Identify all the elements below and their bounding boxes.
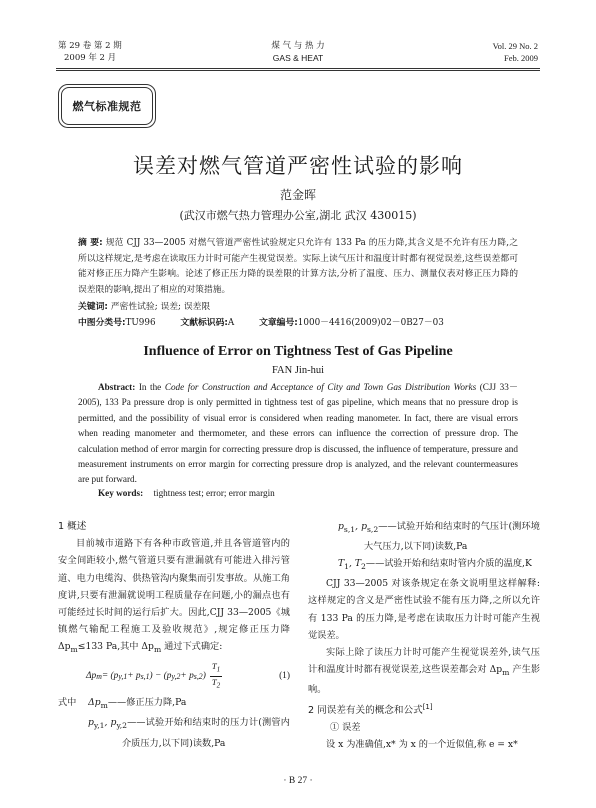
author-en: FAN Jin-hui — [271, 365, 325, 376]
abstract-en — [78, 380, 518, 488]
article-title-cn: 误差对燃气管道严密性试验的影响 — [133, 154, 463, 178]
abstract-cn — [78, 236, 518, 298]
symbol-definition-3: $p_{s,1}$, $p_{s,2}——$试验开始和结束时的气压计(测环境大气压力,以下同)读数,Pa — [338, 521, 540, 553]
journal-name-cn: 煤 气 与 热 力 — [271, 41, 325, 51]
badge-label: 燃气标准规范 — [72, 100, 142, 113]
equation-number: (1) — [279, 670, 290, 681]
section-1-heading: 1 概述 — [58, 521, 87, 532]
header-right — [493, 40, 538, 64]
paragraph-4: 设 x 为准确值,x* 为 x 的一个近似值,称 e = x* — [326, 739, 518, 751]
keywords-label-cn: 关键词: — [78, 302, 108, 312]
journal-name-en: GAS & HEAT — [272, 53, 324, 63]
equation-fraction: $\frac{T_1}{T_2}$ — [211, 661, 221, 690]
date-en: Feb. 2009 — [504, 53, 538, 63]
citation-ref-1[interactable]: [1] — [422, 702, 433, 711]
abstract-en-pre: In the — [138, 382, 162, 392]
equation-1: Δp m = (p y,1 + p s,1 ) − (p y,2 + p s,2 ) $\frac{T_1}{T_2}$ (1) — [86, 661, 290, 690]
abstract-text-cn: 规范 CJJ 33—2005 对燃气管道严密性试验规定只允许有 133 Pa 的压力降,其含义是不允许有压力降,之所以这样规定,是考虑在读取压力计时可能产生视觉误差。实际上读气压计和温度计时都有视觉误差,这些误差都可能对修正压力降产生影响。论述了修正压力降的误差限的计算方法,分析了温度、压力、测量仪表对修正压力降的误差限的影响,提出了相应的对策措施。 — [78, 238, 519, 295]
abstract-label-en: Abstract: — [98, 382, 136, 392]
keywords-cn — [78, 299, 210, 312]
affiliation-cn: (武汉市燃气热力管理办公室,湖北 武汉 430015) — [179, 209, 417, 222]
body-column-right — [308, 518, 540, 753]
paragraph-3: 实际上除了读压力计时可能产生视觉误差外,读气压计和温度计时都有视觉误差,这些误差都会对 $\Delta p_m$ 产生影响。 — [308, 647, 541, 696]
article-title-en: Influence of Error on Tightness Test of Gas Pipeline — [143, 344, 453, 359]
article-no-value: 1000－4416(2009)02－0B27－03 — [297, 318, 444, 328]
body-column-left — [58, 518, 290, 752]
paragraph-2: CJJ 33—2005 对该条规定在条文说明里这样解释:这样规定的含义是严密性试验不能有压力降,之所以允许有 133 Pa 的压力降,是考虑在读取压力计时可能产生视觉误差。 — [308, 578, 540, 641]
section-badge — [58, 84, 156, 128]
abstract-en-code-title: Code for Construction and Acceptance of City and Town Gas Distribution Works — [164, 382, 477, 392]
author-cn: 范金晖 — [279, 188, 316, 202]
volume-issue-cn: 第 29 卷 第 2 期 — [58, 41, 122, 51]
abstract-label-cn: 摘 要: — [78, 238, 103, 248]
classification-line — [78, 315, 518, 328]
abstract-en-text: (CJJ 33－2005), 133 Pa pressure drop is only permitted in tightness test of gas pipeline, which means that no pressure drop is permitted, and the possibility of visual error is considered when reading manometer. In fact, there are visual errors when reading manometer and thermometer, and these errors can influence the correction of pressure drop. The calculation method of error margin for correcting pressure drop is discussed, the influence of temperature, pressure and measurement instruments on error margin for correcting pressure drop is analyzed, and the relevant countermeasures are put forward. — [78, 382, 519, 485]
clc-value: TU996 — [125, 318, 156, 328]
keywords-text-en: tightness test; error; error margin — [153, 488, 275, 498]
section-2-heading: 2 同误差有关的概念和公式[1] — [308, 702, 433, 716]
clc-label: 中图分类号: — [78, 318, 126, 328]
paragraph-1: 目前城市道路下有各种市政管道,并且各管道管内的安全间距较小,燃气管道只要有泄漏就有可能进入排污管道、电力电缆沟、供热管沟内聚集而引发事故。从施工角度讲,只要有泄漏就说明工程质量存在问题,小的漏点也有可能经过长时间的运行后扩大。因此,CJJ 33—2005《城镇燃气输配工程施工及验收规范》,规定修正压力降 $\Delta p_m\le 133$ Pa,其中 $\Delta p_m$ 通过下式确定: — [58, 538, 290, 655]
symbol-definition-1: 式中 $\Delta p_m——$修正压力降,Pa — [58, 697, 187, 711]
doc-code-label: 文献标识码: — [180, 318, 228, 328]
symbol-definition-2: $p_{y,1}$, $p_{y,2}——$试验开始和结束时的压力计(测管内介质压力,以下同)读数,Pa — [88, 717, 290, 749]
keywords-label-en: Key words: — [98, 488, 144, 498]
header-rule-thin — [56, 70, 540, 71]
subsection-error-heading: ① 误差 — [330, 721, 361, 733]
article-no-label: 文章编号: — [259, 318, 298, 328]
header-rule — [56, 68, 540, 69]
keywords-text-cn: 严密性试验; 误差; 误差限 — [110, 302, 211, 312]
page-number: · B 27 · — [283, 776, 313, 786]
keywords-en — [98, 488, 275, 498]
doc-code-value: A — [227, 318, 235, 328]
date-cn: 2009 年 2 月 — [64, 53, 117, 63]
volume-issue-en: Vol. 29 No. 2 — [492, 41, 538, 51]
symbol-definition-4: $T_1$, $T_2——$试验开始和结束时管内介质的温度,K — [338, 558, 532, 572]
